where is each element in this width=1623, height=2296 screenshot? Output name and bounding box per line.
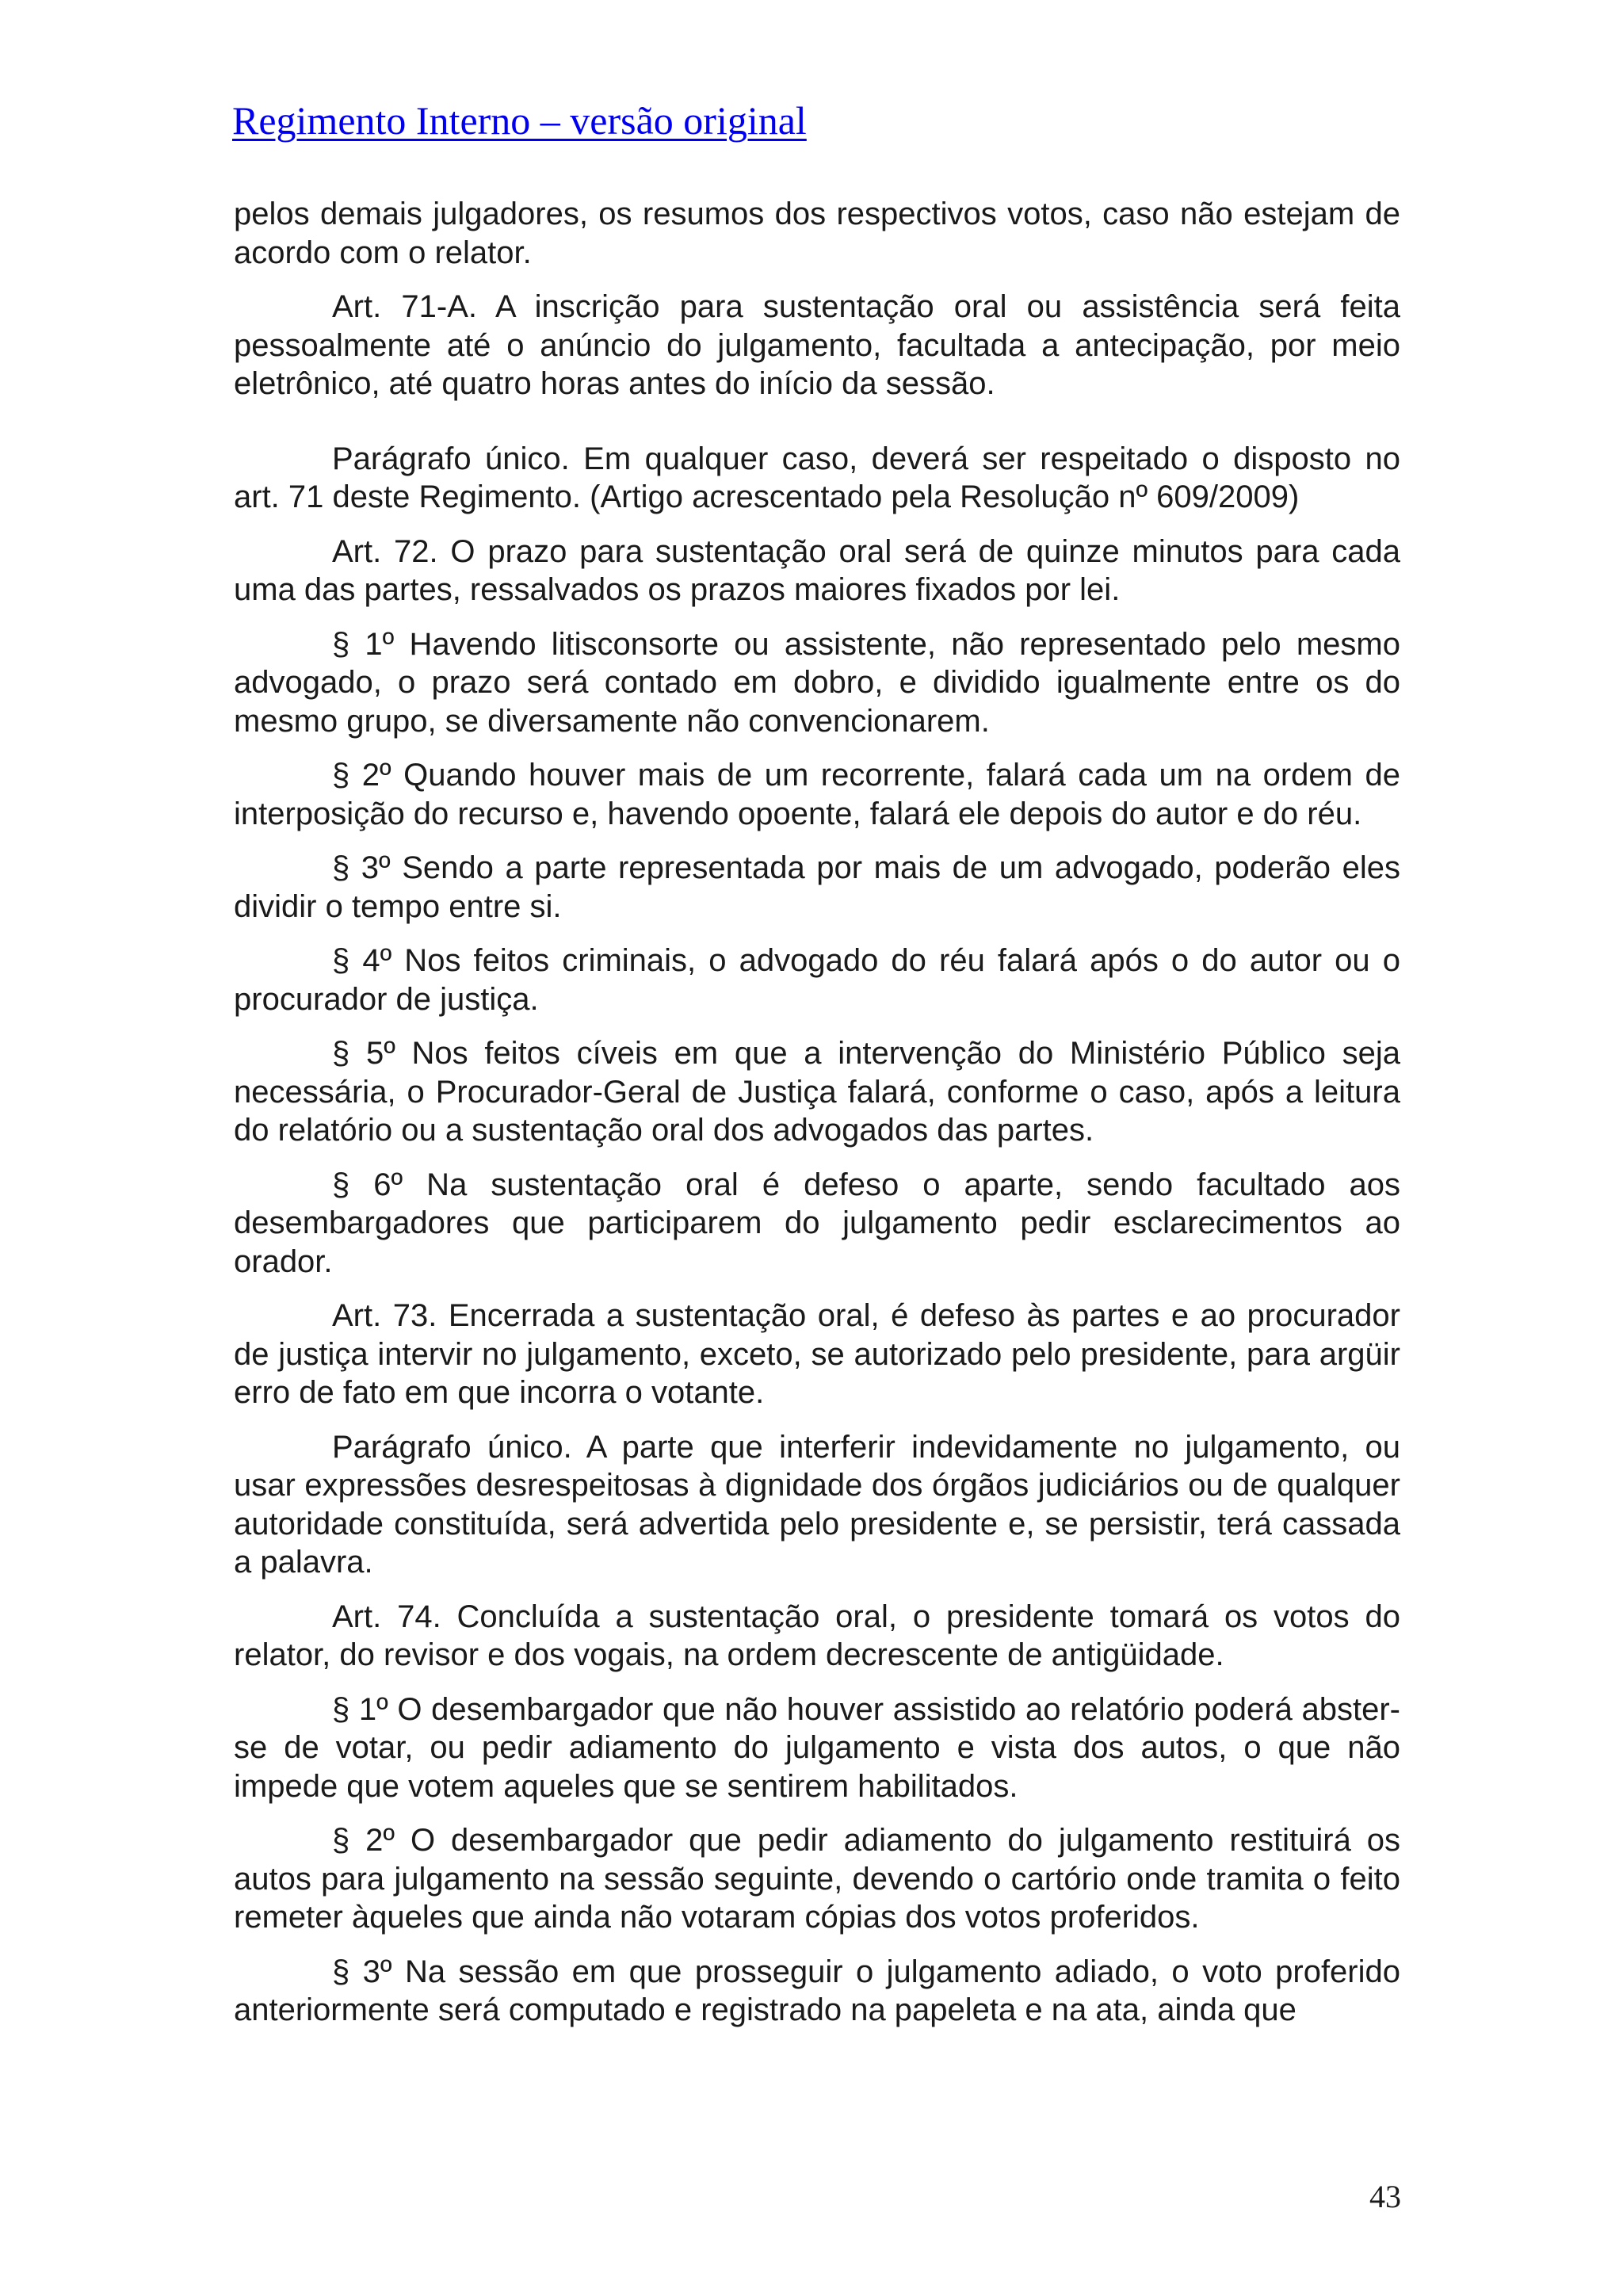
page-number: 43	[1369, 2179, 1401, 2214]
paragraph-art-72-p6: § 6º Na sustentação oral é defeso o aparte, sendo facultado aos desembargadores que participarem do julgamento pedir esclarecimentos ao orador.	[234, 1167, 1400, 1279]
paragraph-continuation: pelos demais julgadores, os resumos dos respectivos votos, caso não estejam de acordo com o relator.	[234, 197, 1400, 270]
paragraph-art-74-p3: § 3º Na sessão em que prosseguir o julgamento adiado, o voto proferido anteriormente será computado e registrado na papeleta e na ata, ainda que	[234, 1954, 1400, 2027]
paragraph-art-72-p3: § 3º Sendo a parte representada por mais de um advogado, poderão eles dividir o tempo entre si.	[234, 850, 1400, 924]
paragraph-art-71a: Art. 71-A. A inscrição para sustentação oral ou assistência será feita pessoalmente até o anúncio do julgamento, facultada a antecipação, por meio eletrônico, até quatro horas antes do início da sessão.	[234, 289, 1400, 401]
header-title-link[interactable]: Regimento Interno – versão original	[232, 98, 807, 143]
paragraph-art-72: Art. 72. O prazo para sustentação oral será de quinze minutos para cada uma das partes, ressalvados os prazos maiores fixados por lei.	[234, 533, 1400, 607]
paragraph-art-72-p5: § 5º Nos feitos cíveis em que a intervenção do Ministério Público seja necessária, o Procurador-Geral de Justiça falará, conforme o caso, após a leitura do relatório ou a sustentação oral dos advogados das partes.	[234, 1036, 1400, 1148]
document-body	[234, 195, 1400, 2030]
paragraph-art-74: Art. 74. Concluída a sustentação oral, o presidente tomará os votos do relator, do revisor e dos vogais, na ordem decrescente de antigüidade.	[234, 1599, 1400, 1672]
paragraph-art-72-p1: § 1º Havendo litisconsorte ou assistente, não representado pelo mesmo advogado, o prazo será contado em dobro, e dividido igualmente entre os do mesmo grupo, se diversamente não convencionarem.	[234, 626, 1400, 739]
paragraph-art-74-p1: § 1º O desembargador que não houver assistido ao relatório poderá abster-se de votar, ou pedir adiamento do julgamento e vista dos autos, o que não impede que votem aqueles que se sentirem habilitados.	[234, 1691, 1400, 1804]
paragraph-art-74-p2: § 2º O desembargador que pedir adiamento do julgamento restituirá os autos para julgamento na sessão seguinte, devendo o cartório onde tramita o feito remeter àqueles que ainda não votaram cópias dos votos proferidos.	[234, 1823, 1400, 1935]
paragraph-art-72-p4: § 4º Nos feitos criminais, o advogado do réu falará após o do autor ou o procurador de justiça.	[234, 943, 1400, 1017]
paragraph-art-73: Art. 73. Encerrada a sustentação oral, é defeso às partes e ao procurador de justiça intervir no julgamento, exceto, se autorizado pelo presidente, para argüir erro de fato em que incorra o votante.	[234, 1298, 1400, 1410]
paragraph-art-73-unico: Parágrafo único. A parte que interferir indevidamente no julgamento, ou usar expressões desrespeitosas à dignidade dos órgãos judiciários ou de qualquer autoridade constituída, será advertida pelo presidente e, se persistir, terá cassada a palavra.	[234, 1429, 1400, 1580]
paragraph-art-72-p2: § 2º Quando houver mais de um recorrente, falará cada um na ordem de interposição do recurso e, havendo opoente, falará ele depois do autor e do réu.	[234, 758, 1400, 831]
paragraph-art-71a-unico: Parágrafo único. Em qualquer caso, deverá ser respeitado o disposto no art. 71 deste Regimento. (Artigo acrescentado pela Resolução nº 609/2009)	[234, 441, 1400, 514]
